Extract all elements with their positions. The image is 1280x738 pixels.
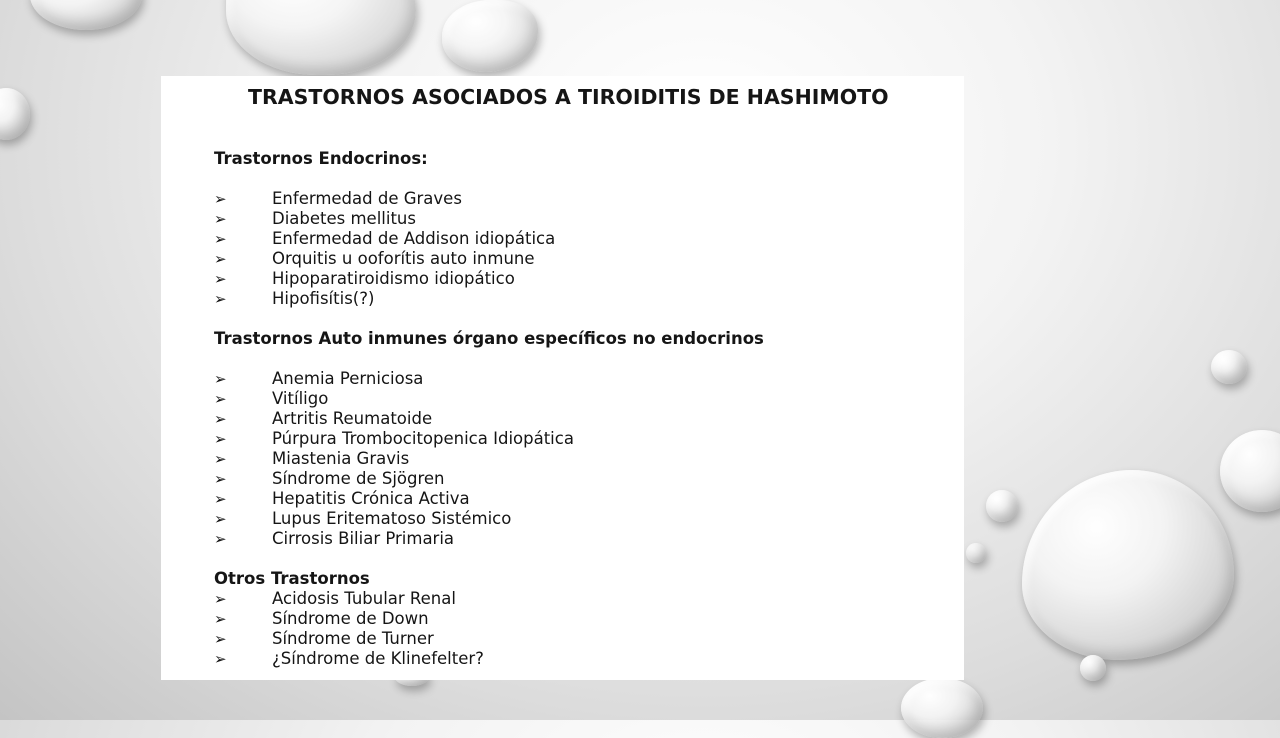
arrowhead-bullet-icon: ➢ <box>214 290 227 308</box>
water-drop <box>1211 350 1247 384</box>
arrowhead-bullet-icon: ➢ <box>214 190 227 208</box>
arrowhead-bullet-icon: ➢ <box>214 270 227 288</box>
water-drop <box>1080 655 1106 681</box>
water-drop <box>30 0 142 30</box>
arrowhead-bullet-icon: ➢ <box>214 530 227 548</box>
water-drop <box>442 0 538 72</box>
arrowhead-bullet-icon: ➢ <box>214 630 227 648</box>
water-drop <box>986 490 1018 522</box>
arrowhead-bullet-icon: ➢ <box>214 470 227 488</box>
water-drop <box>226 0 416 75</box>
page-title: TRASTORNOS ASOCIADOS A TIROIDITIS DE HASHIMOTO <box>248 85 889 109</box>
water-drop <box>1220 430 1280 512</box>
arrowhead-bullet-icon: ➢ <box>214 370 227 388</box>
arrowhead-bullet-icon: ➢ <box>214 490 227 508</box>
arrowhead-bullet-icon: ➢ <box>214 510 227 528</box>
section-heading-endocrinos: Trastornos Endocrinos: <box>214 149 428 168</box>
arrowhead-bullet-icon: ➢ <box>214 410 227 428</box>
section-heading-otros: Otros Trastornos <box>214 569 370 588</box>
arrowhead-bullet-icon: ➢ <box>214 590 227 608</box>
arrowhead-bullet-icon: ➢ <box>214 650 227 668</box>
water-drop <box>1022 470 1234 660</box>
arrowhead-bullet-icon: ➢ <box>214 610 227 628</box>
arrowhead-bullet-icon: ➢ <box>214 250 227 268</box>
arrowhead-bullet-icon: ➢ <box>214 450 227 468</box>
arrowhead-bullet-icon: ➢ <box>214 390 227 408</box>
section-heading-autoinmunes: Trastornos Auto inmunes órgano específicos no endocrinos <box>214 329 764 348</box>
arrowhead-bullet-icon: ➢ <box>214 230 227 248</box>
water-drop <box>966 543 986 563</box>
water-drop <box>901 678 983 738</box>
water-drop <box>0 88 30 140</box>
document-panel: TRASTORNOS ASOCIADOS A TIROIDITIS DE HASHIMOTO Trastornos Endocrinos: ➢ Enfermedad de Graves ➢ Diabetes mellitus ➢ Enfermedad de Addison idiopática ➢ Orquitis u ooforítis auto inmune ➢ Hipoparatiroidismo idiopático ➢ Hipofisítis(?) Trastornos Auto inmunes órgano específicos no endocrinos ➢ Anemia Perniciosa ➢ Vitíligo ➢ Artritis Reumatoide ➢ Púrpura Trombocitopenica Idiopática ➢ Miastenia Gravis ➢ Síndrome de Sjögren ➢ Hepatitis Crónica Activa ➢ Lupus Eritematoso Sistémico ➢ Cirrosis Biliar Primaria Otros Trastornos ➢ Acidosis Tubular Renal ➢ Síndrome de Down ➢ Síndrome de Turner ➢ ¿Síndrome de Klinefelter? <box>161 76 964 680</box>
arrowhead-bullet-icon: ➢ <box>214 430 227 448</box>
arrowhead-bullet-icon: ➢ <box>214 210 227 228</box>
